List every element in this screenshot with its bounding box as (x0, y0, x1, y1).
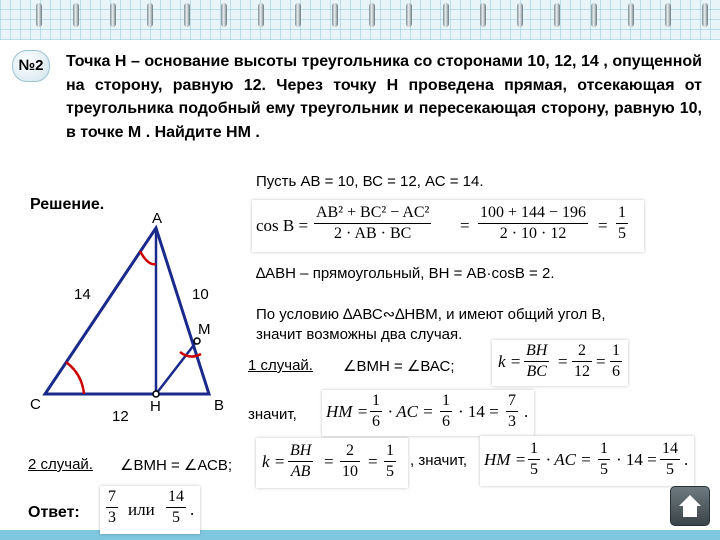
side-ab-label: 10 (192, 286, 209, 303)
then-text-2: , значит, (410, 452, 468, 469)
vertex-a-label: A (152, 210, 163, 227)
home-nav-button[interactable] (670, 486, 710, 526)
angle-mark-c (66, 362, 84, 394)
case-2-ratio: k = $\frac{BH}{AB}$ = $\frac{2}{10}$ = $\frac{1}{5}$ (256, 438, 408, 488)
angle-mark-a (140, 251, 156, 264)
answer-values: $\frac{7}{3}$ или $\frac{14}{5}$ . (100, 486, 200, 534)
answer-label: Ответ: (28, 504, 80, 521)
point-m-marker (194, 338, 200, 344)
case-1-label: 1 случай. (248, 357, 313, 374)
problem-number-badge: №2 (12, 50, 50, 82)
then-text: значит, (248, 406, 297, 423)
cos-fraction-symbolic: $\frac{\text{AB² + BC² − AC²}}{2 \cdot AB \cdot BC}$ (316, 204, 430, 242)
case-1-ratio: k = $\frac{BH}{BC}$ = $\frac{2}{12}$ = $\frac{1}{6}$ (492, 340, 628, 386)
cos-fraction-numeric: $\frac{100 + 144 - 196}{2 \cdot 10 \cdot 12}$ (480, 204, 587, 242)
case-2-condition: ∠ВМН = ∠АСВ; (120, 457, 233, 474)
condition-line-2: значит возможны два случая. (256, 326, 463, 343)
angle-mark-m (180, 352, 201, 357)
abh-statement: ∆АВН – прямоугольный, ВН = АВ·cosB = 2. (256, 265, 555, 282)
solution-heading: Решение. (30, 196, 105, 213)
vertex-c-label: C (30, 396, 41, 413)
eq-sign: = (460, 216, 470, 235)
eq-sign: = (598, 216, 608, 235)
case-2-hm: HM = $\frac{1}{5}$ · AC = $\frac{1}{5}$ · 14 = $\frac{14}{5}$ . (480, 436, 694, 486)
problem-statement: Точка Н – основание высоты треугольника со сторонами 10, 12, 14 , опущенной на сторону, равную 12. Через точку Н проведена прямая, отсекающая от треугольника подобный ему треугольник и пересекающая сторону, равную 10, в точке М . Найдите НМ . (66, 53, 702, 141)
triangle-abc (45, 228, 209, 394)
point-h-marker (153, 391, 159, 397)
house-icon (671, 487, 709, 525)
condition-line-1: По условию ∆АВС∾∆НВМ, и имеют общий угол В, (256, 306, 606, 323)
vertex-b-label: B (214, 397, 225, 414)
point-h-label: H (150, 398, 161, 415)
case-1-hm: HM = $\frac{1}{6}$ · AC = $\frac{1}{6}$ · 14 = $\frac{7}{3}$ . (322, 390, 534, 436)
cos-lhs: cos B = (256, 216, 309, 235)
side-ac-label: 14 (74, 286, 91, 303)
cos-result: $\frac{1}{5}$ (618, 204, 626, 242)
segment-hm (156, 341, 197, 394)
point-m-label: M (198, 321, 211, 338)
case-1-condition: ∠ВМН = ∠ВАС; (343, 358, 455, 375)
let-statement: Пусть АВ = 10, ВС = 12, АС = 14. (256, 173, 484, 190)
side-ch-label: 12 (112, 408, 129, 425)
case-2-label: 2 случай. (28, 456, 93, 473)
